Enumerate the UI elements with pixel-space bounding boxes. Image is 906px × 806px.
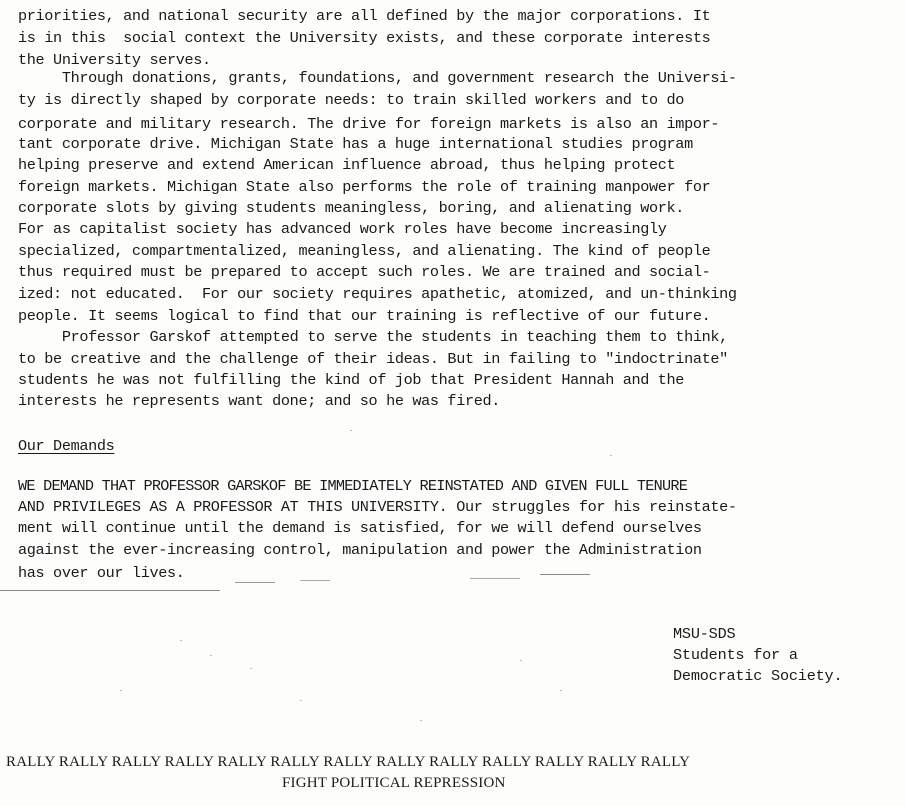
divider-line	[540, 574, 590, 575]
text-line: corporate slots by giving students meaningless, boring, and alienating work.	[18, 199, 685, 217]
text-line: has over our lives.	[18, 564, 185, 582]
signature-line: Democratic Society.	[673, 667, 843, 685]
text-line: corporate and military research. The drive for foreign markets is also an impor-	[18, 115, 720, 133]
text-line: ty is directly shaped by corporate needs: to train skilled workers and to do	[18, 91, 685, 109]
text-line: priorities, and national security are all defined by the major corporations. It	[18, 7, 711, 25]
text-line: against the ever-increasing control, manipulation and power the Administration	[18, 541, 702, 559]
text-line: ment will continue until the demand is satisfied, for we will defend ourselves	[18, 519, 702, 537]
text-line: For as capitalist society has advanced work roles have become increasingly	[18, 220, 667, 238]
text-line: interests he represents want done; and so he was fired.	[18, 392, 501, 410]
text-line: ized: not educated. For our society requires apathetic, atomized, and un-thinking	[18, 285, 737, 303]
text-line: students he was not fulfilling the kind of job that President Hannah and the	[18, 371, 685, 389]
rally-slogan: FIGHT POLITICAL REPRESSION	[282, 775, 506, 791]
text-line: the University serves.	[18, 51, 211, 69]
text-line: specialized, compartmentalized, meaningless, and alienating. The kind of people	[18, 242, 711, 260]
text-line: is in this social context the University exists, and these corporate interests	[18, 29, 711, 47]
demands-heading: Our Demands	[18, 437, 115, 455]
text-line: tant corporate drive. Michigan State has a huge international studies program	[18, 135, 693, 153]
text-line: Through donations, grants, foundations, and government research the Universi-	[18, 69, 737, 87]
divider-line	[0, 590, 220, 591]
text-line: AND PRIVILEGES AS A PROFESSOR AT THIS UNIVERSITY. Our struggles for his reinstate-	[18, 498, 737, 516]
signature-line: MSU-SDS	[673, 625, 736, 643]
text-line: people. It seems logical to find that our training is reflective of our future.	[18, 307, 711, 325]
text-line: thus required must be prepared to accept such roles. We are trained and social-	[18, 263, 711, 281]
rally-line: RALLY RALLY RALLY RALLY RALLY RALLY RALLY RALLY RALLY RALLY RALLY RALLY RALLY	[6, 754, 691, 770]
signature-line: Students for a	[673, 646, 798, 664]
divider-line	[300, 580, 330, 581]
text-line: Professor Garskof attempted to serve the students in teaching them to think,	[18, 328, 728, 346]
text-line: to be creative and the challenge of their ideas. But in failing to "indoctrinate"	[18, 350, 728, 368]
text-line: helping preserve and extend American influence abroad, thus helping protect	[18, 156, 676, 174]
divider-line	[470, 578, 520, 579]
text-line: WE DEMAND THAT PROFESSOR GARSKOF BE IMMEDIATELY REINSTATED AND GIVEN FULL TENURE	[18, 477, 688, 495]
text-line: foreign markets. Michigan State also performs the role of training manpower for	[18, 178, 711, 196]
divider-line	[235, 582, 275, 583]
